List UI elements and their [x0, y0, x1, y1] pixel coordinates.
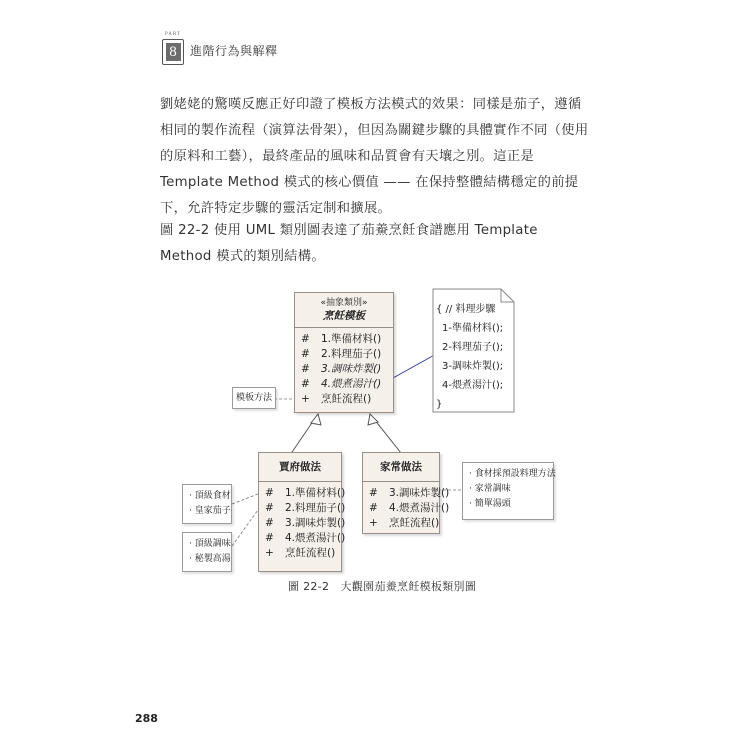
inheritance-arrow [368, 414, 378, 425]
part-badge [160, 32, 184, 66]
class-member: # 2.料理茄子() [301, 348, 382, 360]
page-number: 288 [135, 712, 158, 725]
class-name: 賈府做法 [259, 453, 341, 482]
template-method-label: 模板方法 [232, 387, 276, 409]
class-member: # 3.調味炸製() [301, 363, 382, 375]
class-member: # 3.調味炸製() [369, 487, 450, 499]
class-member: # 1.準備材料() [301, 333, 382, 345]
class-stereotype: «抽象類別» [320, 298, 368, 308]
note-line: 1-準備材料(); [442, 323, 504, 334]
part-label: PART [164, 32, 182, 37]
note-item: · 家常調味 [469, 484, 511, 494]
class-members [363, 482, 450, 535]
class-name: 烹飪模板 [323, 310, 365, 322]
note-line: 3-調味炸製(); [442, 361, 504, 372]
uml-class-diagram [170, 280, 570, 580]
class-member: + 烹飪流程() [369, 517, 440, 529]
note-item: · 食材採預設料理方法 [469, 469, 556, 479]
part-number: 8 [166, 43, 181, 61]
palace-ingredient-note [182, 484, 232, 524]
note-line: 2-料理茄子(); [442, 342, 504, 353]
class-member: + 烹飪流程() [301, 393, 372, 405]
note-item: · 頂級食材 [189, 491, 231, 501]
class-members [259, 482, 346, 565]
inheritance-arrow [311, 414, 321, 425]
chapter-title: 進階行為與解釋 [190, 44, 278, 58]
class-member: # 1.準備材料() [265, 487, 346, 499]
class-palace-method [258, 452, 346, 572]
class-members [295, 328, 393, 411]
class-member: # 4.煨煮湯汁() [301, 378, 382, 390]
abstract-class-cooking-template [294, 292, 394, 413]
figure-caption: 圖 22-2 大觀園茄鯗烹飪模板類別圖 [288, 580, 477, 593]
template-note [436, 300, 503, 414]
body-paragraph-1: 劉姥姥的驚嘆反應正好印證了模板方法模式的效果：同樣是茄子，遵循相同的製作流程（演算法骨架），但因為關鍵步驟的具體實作不同（使用的原料和工藝），最終產品的風味和品質會有天壤之別。這正是 Template Method 模式的核心價值 —— 在保持整體結構穩定的前提下，允許特定步驟的靈活定制和擴展。 [160, 97, 589, 216]
note-line: } [436, 399, 443, 410]
class-home-method [362, 452, 450, 534]
note-item: · 秘製高湯 [189, 554, 231, 564]
class-member: # 3.調味炸製() [265, 517, 346, 529]
class-member: + 烹飪流程() [265, 547, 336, 559]
note-line: { // 料理步驟 [436, 304, 496, 315]
class-member: # 4.煨煮湯汁() [369, 502, 450, 514]
note-item: · 頂級調味 [189, 539, 231, 549]
note-item: · 皇家茄子 [189, 506, 231, 516]
note-line: 4-煨煮湯汁(); [442, 380, 504, 391]
class-member: # 2.料理茄子() [265, 502, 346, 514]
class-member: # 4.煨煮湯汁() [265, 532, 346, 544]
home-method-note [462, 462, 554, 520]
body-paragraph-2: 圖 22-2 使用 UML 類別圖表達了茄鯗烹飪食譜應用 Template Method 模式的類別結構。 [160, 223, 538, 264]
note-item: · 簡單湯頭 [469, 499, 511, 509]
class-name: 家常做法 [363, 453, 439, 482]
palace-seasoning-note [182, 532, 232, 572]
